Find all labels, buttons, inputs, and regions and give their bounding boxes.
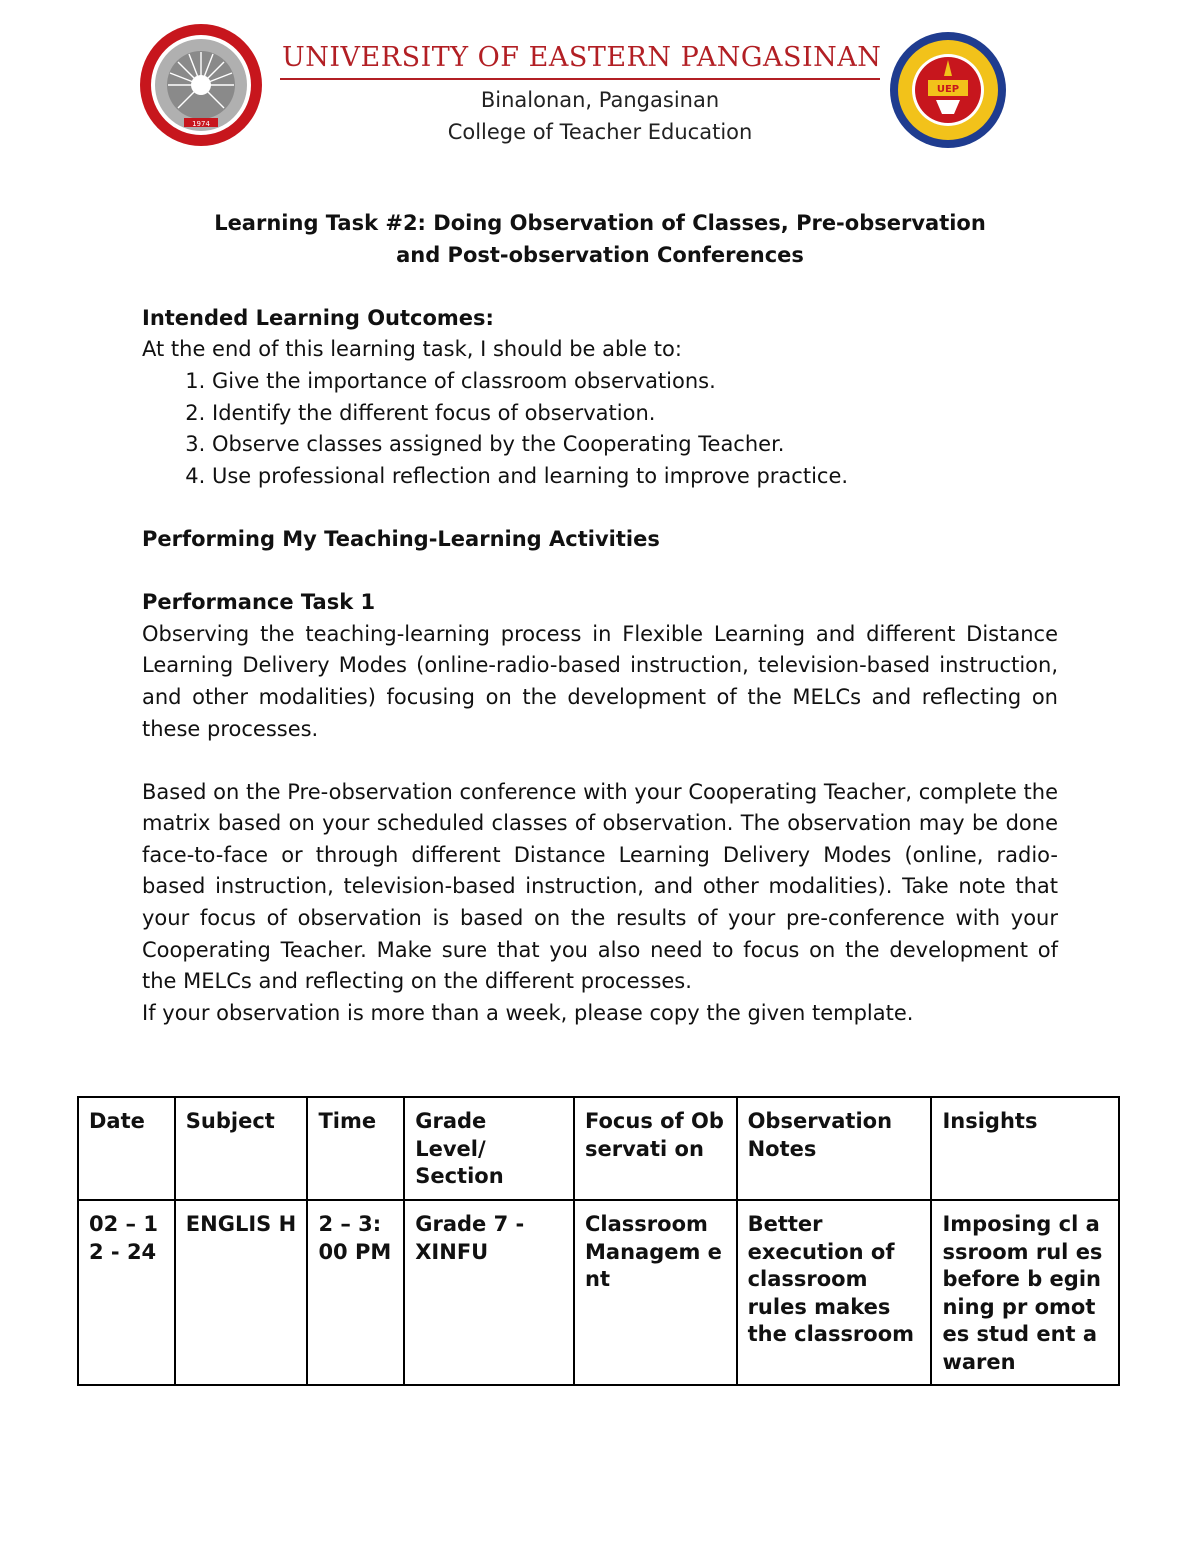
svg-text:1974: 1974	[192, 120, 210, 128]
header-observation-notes: Observation Notes	[737, 1097, 932, 1200]
university-location: Binalonan, Pangasinan	[480, 88, 720, 112]
header-subject: Subject	[175, 1097, 308, 1200]
header-time: Time	[307, 1097, 404, 1200]
task-title-line1: Learning Task #2: Doing Observation of Classes, Pre-observation	[214, 211, 986, 235]
cell-focus: Classroom Managem ent	[574, 1200, 737, 1385]
college-seal-icon	[888, 30, 1008, 150]
ilo-intro: At the end of this learning task, I should be able to:	[142, 337, 682, 362]
observation-matrix	[77, 1096, 1120, 1386]
cell-grade-level: Grade 7 - XINFU	[404, 1200, 574, 1385]
ilo-item: 4. Use professional reflection and learning to improve practice.	[212, 461, 1058, 493]
matrix-instructions: Based on the Pre-observation conference with your Cooperating Teacher, complete the matrix based on your scheduled classes of observation. The observation may be done face-to-face or through different Distance Learning Delivery Modes (online, radio-based instruction, television-based instruction, and other modalities). Take note that your focus of observation is based on the results of your pre-conference with your Cooperating Teacher. Make sure that you also need to focus on the development of the MELCs and reflecting on the different processes.	[142, 779, 1058, 994]
ilo-heading: Intended Learning Outcomes:	[142, 305, 494, 330]
college-name: College of Teacher Education	[447, 120, 753, 144]
cell-insights: Imposing cl assroom rul es before b eginning pr omotes stud ent awaren	[931, 1200, 1119, 1385]
template-note: If your observation is more than a week, please copy the given template.	[142, 1000, 914, 1025]
ilo-list	[142, 366, 1058, 492]
cell-subject: ENGLIS H	[175, 1200, 308, 1385]
performance-task-description: Observing the teaching-learning process in Flexible Learning and different Distance Learning Delivery Modes (online-radio-based instruction, television-based instruction, and other modalities) focusing on the development of the MELCs and reflecting on these processes.	[142, 621, 1058, 741]
header-insights: Insights	[931, 1097, 1119, 1200]
document-body	[142, 208, 1058, 1029]
cell-observation-notes: Better execution of classroom rules makes the classroom	[737, 1200, 932, 1385]
table-header-row	[78, 1097, 1119, 1200]
header-divider	[280, 78, 880, 80]
table-row	[78, 1200, 1119, 1385]
document-header	[0, 0, 1200, 160]
header-focus: Focus of Observati on	[574, 1097, 737, 1200]
performance-task-heading: Performance Task 1	[142, 590, 376, 615]
ilo-item: 2. Identify the different focus of observation.	[212, 398, 1058, 430]
cell-time: 2 – 3:00 PM	[307, 1200, 404, 1385]
header-grade-level: Grade Level/ Section	[404, 1097, 574, 1200]
university-name: UNIVERSITY OF EASTERN PANGASINAN	[282, 42, 882, 73]
cell-date: 02 – 12 - 24	[78, 1200, 175, 1385]
header-date: Date	[78, 1097, 175, 1200]
svg-text:UEP: UEP	[936, 84, 960, 95]
task-title-line2: and Post-observation Conferences	[396, 242, 804, 267]
ilo-item: 1. Give the importance of classroom observations.	[212, 366, 1058, 398]
ilo-item: 3. Observe classes assigned by the Cooperating Teacher.	[212, 429, 1058, 461]
section-heading: Performing My Teaching-Learning Activities	[142, 526, 660, 551]
